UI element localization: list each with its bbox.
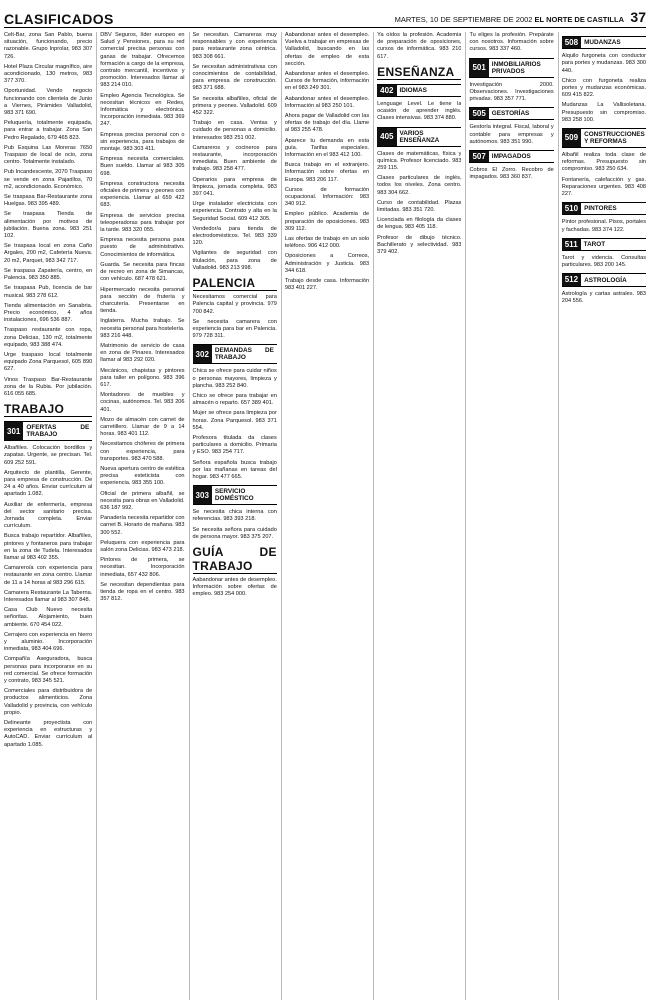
classified-ad: Se necesitan administrativas con conocimientos de contabilidad, para empresa de construcción. 983 371 688. <box>192 63 277 92</box>
classified-ad: Se traspasa Pub, licencia de bar musical. 983 278 612. <box>4 285 93 299</box>
classified-ad: Aabandonar antes el desempleo. Vuelva a trabajar en empresas de Valladolid, buscando en las ofertas de empleo de esta sección. <box>284 32 370 67</box>
subsection-label: INMOBILIARIOS PRIVADOS <box>491 60 541 75</box>
classified-ad: Necesitamos chóferes de primera con experiencia, para transportes. 983 470 588. <box>100 441 185 462</box>
classified-ad: Peluquería, totalmente equipada, para entrar a trabajar. Zona San Pedro Regalado, 679 465 823. <box>4 120 93 141</box>
classified-ad: Pub Esquina Las Moreras 7650 Traspaso de local de ocio, zona centro. Totalmente instalado. <box>4 144 93 166</box>
classified-ad: Tienda alimentación en Sanabria. Precio económico, 4 años instalaciones, 696 536 887. <box>4 302 93 324</box>
classified-ad: Licenciada en filología da clases de lengua. 983 405 118. <box>377 217 462 231</box>
subsection-number: 303 <box>193 486 212 504</box>
classified-ad: Camarero/a con experiencia para restaurante en zona centro. Llamar de 11 a 14 horas al 983 296 615. <box>4 565 93 586</box>
classified-ad: Señora española busca trabajo por las mañanas en tareas del hogar. 983 477 665. <box>192 459 277 480</box>
classified-ad: Se necesita camarera con experiencia para bar en Palencia. 979 728 311. <box>192 318 277 340</box>
classified-ad: Necesitamos comercial para Palencia capital y provincia. 979 700 842. <box>192 294 277 315</box>
classified-ad: Comerciales para distribuidora de productos alimenticios. Zona Valladolid y provincia, con vehículo propio. <box>4 688 93 716</box>
classified-ad: Cobros El Zorro. Recobro de impagados. 983 360 837. <box>469 167 554 181</box>
subsection-header <box>193 485 277 505</box>
issue-date: MARTES, 10 DE SEPTIEMBRE DE 2002 <box>394 15 533 24</box>
classified-ad: Ahora pagar de Valladolid con las ofertas de trabajo del día. Llame al 983 255 478. <box>284 113 370 134</box>
subsection-label: DEMANDAS DE TRABAJO <box>214 347 274 362</box>
classified-column <box>189 32 277 1000</box>
classified-ad: Inglaterra. Mucha trabajo. Se necesita personal para hostelería. 983 216 448. <box>100 318 185 339</box>
classified-ad: Curso de contabilidad. Plazas limitadas. 983 351 720. <box>377 199 462 214</box>
subsection-label: VARIOS ENSEÑANZA <box>399 129 440 144</box>
classified-ad: Alquilo furgoneta con conductor para portes y mudanzas. 983 300 440. <box>561 53 646 74</box>
classified-ad: Lenguage Level. Le tiene la ocasión de aprender inglés. Clases intensivas. 983 374 880. <box>377 101 462 122</box>
classified-ad: Investigación 2000. Observaciones. Investigaciones privadas. 983 357 771. <box>469 81 554 103</box>
classified-ad: Chica se ofrece para cuidar niños o personas mayores, limpieza y plancha. 983 252 840. <box>192 368 277 389</box>
subsection-number: 302 <box>193 345 212 363</box>
subsection-label: IMPAGADOS <box>491 153 531 161</box>
classified-ad: Vigilantes de seguridad con titulación, para zona de Valladolid. 983 213 998. <box>192 250 277 271</box>
classified-ad: Profesora titulada da clases particulares a domicilio. Primaria y ESO. 983 254 717. <box>192 434 277 456</box>
section-title: CLASIFICADOS <box>4 11 114 27</box>
classified-ad: Se necesita señora para cuidado de persona mayor. 983 375 207. <box>192 526 277 540</box>
subsection-label: PINTORES <box>584 205 617 213</box>
subsection-header <box>562 202 646 215</box>
classified-ad: Empresa necesita comerciales. Buen sueldo. Llamar al 983 305 698. <box>100 156 185 177</box>
classified-ad: Aabandonar antes el desempleo. Cursos de formación, información en el 983 249 301. <box>284 71 370 92</box>
classified-ad: Se traspasa Zapatería, centro, en Palencia. 983 350 885. <box>4 267 93 282</box>
classified-ad: Las ofertas de trabajo en un solo teléfono. 906 412 000. <box>284 236 370 250</box>
classified-ad: Astrología y cartas astrales. 983 204 556. <box>561 290 646 304</box>
classified-ad: Se necesitan dependientas para tienda de ropa en el centro. 983 357 812. <box>100 581 185 603</box>
classified-ad: Tu eliges la profesión. Prepárate con nosotros. Información sobre cursos. 983 337 460. <box>469 32 554 53</box>
subsection-label: SERVICIO DOMÉSTICO <box>214 488 254 503</box>
classified-ad: Oposiciones a Correos, Administración y Justicia. 983 344 618. <box>284 253 370 274</box>
classified-column <box>465 32 553 1000</box>
classified-ad: Empresa constructora necesita oficiales de primera y peones con experiencia. Llamar al 659 422 683. <box>100 180 185 209</box>
classified-column <box>96 32 184 1000</box>
classified-ad: Matrimonio de servicio de casa en zona de Pinares. Interesados llamar al 983 292 020. <box>100 342 185 364</box>
subsection-number: 505 <box>469 108 488 119</box>
subsection-number: 501 <box>469 59 488 77</box>
classified-ad: Fontanería, calefacción y gas. Reparaciones urgentes. 983 408 227. <box>561 176 646 198</box>
classified-column <box>558 32 646 1000</box>
subsection-number: 402 <box>377 85 396 96</box>
classified-column <box>4 32 92 1000</box>
subsection-number: 510 <box>562 203 581 214</box>
classified-ad: Ya oídos la profesión. Academia de preparación de oposiciones, cursos de informática. 983 210 617. <box>377 32 462 60</box>
classified-ad: Cursos de formación ocupacional. Información: 983 340 912. <box>284 186 370 208</box>
classified-ad: Camareros y cocineros para restaurante, incorporación inmediata. Buen ambiente de trabajo. 983 258 477. <box>192 144 277 173</box>
subsection-label: MUDANZAS <box>584 39 621 47</box>
subsection-header <box>193 344 277 364</box>
subsection-label: IDIOMAS <box>399 86 427 94</box>
category-heading: TRABAJO <box>4 402 92 417</box>
classified-ad: Se necesita albañiles, oficial de primera y peones. Valladolid. 609 452 322. <box>192 95 277 117</box>
classified-ad: Arquitecto de plantilla, Gerente, para empresa de construcción. De 24 a 40 años. Enviar currículum al apartado 1.082. <box>4 469 93 498</box>
classified-ad: Panadería necesita repartidor con carnet B. Horario de mañana. 983 300 552. <box>100 515 185 536</box>
subsection-number: 405 <box>377 128 396 146</box>
subsection-label: OFERTAS DE TRABAJO <box>26 424 90 439</box>
paper-name: EL NORTE DE CASTILLA <box>534 15 624 24</box>
classified-ad: Compañía Aseguradora, busca personas para incorporarse en su red comercial. Se ofrece formación y contrato, 983 345 521. <box>4 656 93 685</box>
subsection-label: ASTROLOGÍA <box>584 276 627 284</box>
classified-ad: Se traspasa Bar-Restaurante zona Huelgas. 983 395 489. <box>4 194 93 208</box>
classified-ad: Guarda. Se necesita para fincas de recreo en zona de Simancas, con vehículo. 687 478 621. <box>100 261 185 283</box>
classified-ad: Cerrajero con experiencia en hierro y aluminio. Incorporación inmediata, 983 404 696. <box>4 631 93 653</box>
classified-ad: DBV Seguros, líder europeo en Salud y Pensiones, para su red comercial precisa personas con ganas de trabajar. Ofrecemos formación a cargo de la empresa, contrato mercantil, incentivos y promoción. Interesados llamar al 983 214 010. <box>100 32 185 89</box>
classified-ad: Albañil realiza toda clase de reformas. Presupuesto sin compromiso. 983 250 634. <box>561 152 646 173</box>
subsection-header <box>562 273 646 286</box>
date-line <box>395 15 624 24</box>
classified-ad: Albañiles. Colocación bordillos y zapatas. Urgente, se precisan. Tel. 609 252 591. <box>4 445 93 466</box>
classified-ad: Mudanzas La Vallisoletana. Presupuesto sin compromiso. 983 258 100. <box>561 102 646 123</box>
classified-ad: Montadores de muebles y cocinas, autónomos. Tel. 983 206 401. <box>100 392 185 413</box>
classified-ad: Auxiliar de enfermería, empresa del sector sanitario precisa. Jornada completa. Enviar currículum. <box>4 501 93 530</box>
subsection-number: 509 <box>562 129 581 147</box>
classified-ad: Aabandonar antes de desempleo. Información sobre ofertas de empleo. 983 254 000. <box>192 576 277 598</box>
subsection-header <box>4 421 92 441</box>
subsection-label: GESTORÍAS <box>491 110 530 118</box>
classified-column <box>373 32 461 1000</box>
subsection-label: CONSTRUCCIONES Y REFORMAS <box>584 131 645 146</box>
classified-ad: Hipermercado necesita personal para sección de frutería y charcutería. Presentarse en tienda. <box>100 286 185 315</box>
classified-ad: Vinos Traspaso Bar-Restaurante zona de la Rubia. Por jubilación. 616 055 685. <box>4 376 93 397</box>
classified-ad: Busca trabajo en el extranjero. Información sobre ofertas en Europa. 983 206 117. <box>284 162 370 183</box>
subsection-header <box>562 36 646 49</box>
classified-ad: Trabajo desde casa. Información 983 401 227. <box>284 278 370 292</box>
classified-ad: Gestoría integral. Fiscal, laboral y contable para empresas y autónomos. 983 351 990. <box>469 124 554 145</box>
classified-ad: Mujer se ofrece para limpieza por horas. Zona Parquesol. 983 371 554. <box>192 410 277 431</box>
classified-ad: Aabandonar antes el desempleo. Información al 983 250 101. <box>284 95 370 109</box>
classified-ad: Empresa precisa personal con o sin experiencia, para trabajos de montaje. 983 303 411. <box>100 131 185 153</box>
subsection-header <box>377 84 461 97</box>
classified-ad: Casa Club Nuevo necesita señoritas. Alojamiento, buen ambiente. 670 454 022. <box>4 607 93 628</box>
classified-ad: Vendedor/a para tienda de electrodomésticos. Tel. 983 339 120. <box>192 225 277 247</box>
classified-ad: Se traspasa Tienda de alimentación por motivos de jubilación. Buena zona. 983 251 102. <box>4 211 93 240</box>
subsection-number: 508 <box>562 37 581 48</box>
subsection-header <box>469 107 553 120</box>
classified-ad: Oficial de primera albañil, se necesita para obras en Valladolid. 636 187 992. <box>100 490 185 511</box>
classified-ad: Delineante proyectista con experiencia en estructuras y AutoCAD. Enviar currículum al apartado 1.085. <box>4 720 93 748</box>
classified-ad: Se necesita chica interna con referencias. 983 393 218. <box>192 509 277 523</box>
classified-ad: Chico con furgoneta realiza portes y mudanzas económicas. 609 415 822. <box>561 77 646 99</box>
classified-ad: Celt-Bar, zona San Pablo, buena situación, funcionando, precio razonable. Grupo Inprolar, 983 307 726. <box>4 32 93 60</box>
subsection-header <box>469 150 553 163</box>
classified-ad: Operarios para empresa de limpieza, jornada completa. 983 397 041. <box>192 176 277 198</box>
classified-ad: Empresa necesita persona para puesto de administrativo. Conocimientos de informática. <box>100 237 185 258</box>
classified-ad: Pintores de primera, se necesitan. Incorporación inmediata, 657 432 806. <box>100 557 185 578</box>
subsection-number: 301 <box>4 422 23 440</box>
classified-ad: Se necesitan. Camareras muy responsables y con experiencia para restaurante zona céntrica. 983 308 661. <box>192 32 277 60</box>
subsection-header <box>562 128 646 148</box>
classified-ad: Se traspasa local en zona Caño Argales, 200 m2, Cafetería Nueva. 20 m2, Parquet, 983 342 717. <box>4 243 93 264</box>
classified-ad: Empleo Agencia Tecnológica. Se necesitan técnicos en Redes, Informática y electrónica. Incorporación inmediata. 983 369 247. <box>100 92 185 128</box>
classified-ad: Clases de matemáticas, física y química. Profesor licenciado. 983 259 115. <box>377 150 462 172</box>
classified-ad: Urge instalador electricista con experiencia. Contrato y alta en la Seguridad Social. 609 412 305. <box>192 201 277 222</box>
subsection-header <box>562 238 646 251</box>
classified-ad: Nueva apertura centro de estética precisa esteticista con experiencia. 983 355 100. <box>100 465 185 487</box>
classified-ad: Urge traspaso local totalmente equipado Zona Parquesol, 605 890 627. <box>4 351 93 373</box>
classified-ad: Profesor de dibujo técnico. Bachillerato y selectividad. 983 379 402. <box>377 234 462 256</box>
classified-ad: Pintor profesional. Pisos, portales y fachadas. 983 374 122. <box>561 219 646 233</box>
classified-ad: Aparece tu demanda en esta guía. Tarifas especiales. Información en el 983 412 100. <box>284 137 370 159</box>
classified-ad: Tarot y videncia. Consultas particulares. 983 200 145. <box>561 255 646 269</box>
subsection-header <box>469 58 553 78</box>
category-heading: ENSEÑANZA <box>377 65 461 80</box>
classified-ad: Traspaso restaurante con ropa, zona Delicias, 130 m2, totalmente equipado, 983 388 474. <box>4 327 93 348</box>
page-header <box>4 6 646 28</box>
newspaper-page <box>4 6 646 1000</box>
subsection-number: 512 <box>562 274 581 285</box>
classified-ad: Busca trabajo repartidor. Albañiles, pintores y fontaneros para trabajar en la zona de Tudela. Interesados llamar al 983 402 355. <box>4 533 93 561</box>
classified-ad: Mozo de almacén con carnet de carretillero. Llamar de 9 a 14 horas. 983 401 112. <box>100 416 185 438</box>
page-number: 37 <box>630 9 646 25</box>
classified-ad: Chico se ofrece para trabajar en almacén o reparto. 657 389 401. <box>192 392 277 407</box>
subsection-number: 511 <box>562 239 581 250</box>
classified-ad: Mecánicos, chapistas y pintores para taller en polígono. 983 396 617. <box>100 367 185 388</box>
classified-ad: Empleo público. Academia de preparación de oposiciones. 983 309 112. <box>284 211 370 232</box>
classified-column <box>281 32 369 1000</box>
classified-ad: Oportunidad. Vendo negocio funcionando con clientela de Junio a Viernes, Pirámides Valladolid, 983 371 690. <box>4 88 93 117</box>
subsection-label: TAROT <box>583 240 606 248</box>
subsection-number: 507 <box>469 151 488 162</box>
subsection-header <box>377 127 461 147</box>
classified-ad: Camarera Restaurante La Taberna. Interesados llamar al 983 307 848. <box>4 589 93 603</box>
category-heading: GUÍA DE TRABAJO <box>192 544 277 573</box>
classified-ad: Trabajo en casa. Ventas y cuidado de personas a domicilio. Interesados 983 251 002. <box>192 120 277 141</box>
classified-ad: Empresa de servicios precisa teleoperadoras para trabajar por la tarde. 983 320 055. <box>100 212 185 234</box>
classified-ad: Clases particulares de inglés, todos los niveles. Zona centro. 983 304 662. <box>377 175 462 196</box>
classified-ad: Hotel Plaza Circular magnífico, aire acondicionado, 130 metros, 983 377 370. <box>4 63 93 85</box>
classified-columns <box>4 32 646 1000</box>
classified-ad: Peluquera con experiencia para salón zona Delicias. 983 473 218. <box>100 539 185 553</box>
category-heading: PALENCIA <box>193 276 277 291</box>
classified-ad: Pub Incandescente, 2070 Traspaso se vende en zona Pajarillos, 70 m2, acondicionado. Económico. <box>4 169 93 190</box>
